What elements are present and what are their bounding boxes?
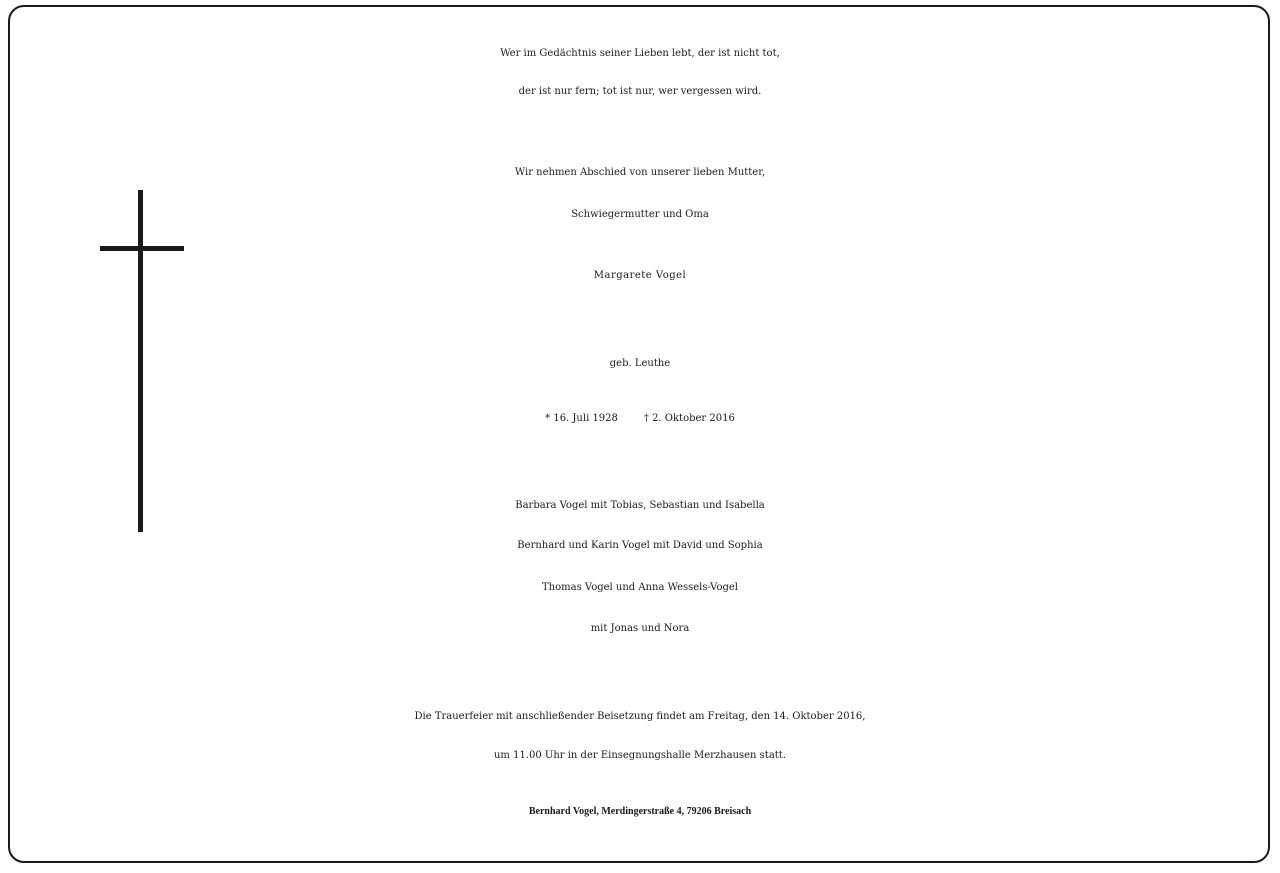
quote-line-2: der ist nur fern; tot ist nur, wer vergessen wird. — [518, 86, 762, 97]
mourner-line-2: Bernhard und Karin Vogel mit David und Sophia — [517, 540, 763, 551]
farewell-line-1: Wir nehmen Abschied von unserer lieben Mutter, — [514, 167, 766, 178]
cross-horizontal-beam — [100, 246, 184, 251]
quote-line-1: Wer im Gedächtnis seiner Lieben lebt, der ist nicht tot, — [500, 48, 780, 59]
mourner-line-4: mit Jonas und Nora — [590, 623, 690, 634]
funeral-info-line-2: um 11.00 Uhr in der Einsegnungshalle Merzhausen statt. — [493, 750, 787, 761]
maiden-name: geb. Leuthe — [609, 358, 671, 369]
obituary-card — [8, 5, 1270, 863]
contact-address: Bernhard Vogel, Merdingerstraße 4, 79206 Breisach — [528, 806, 752, 817]
mourner-line-1: Barbara Vogel mit Tobias, Sebastian und Isabella — [515, 500, 765, 511]
mourner-line-3: Thomas Vogel und Anna Wessels-Vogel — [542, 582, 738, 593]
deceased-name: Margarete Vogel — [593, 270, 687, 281]
death-date: † 2. Oktober 2016 — [643, 413, 735, 424]
life-dates — [0, 413, 1280, 424]
birth-date: * 16. Juli 1928 — [545, 413, 618, 424]
farewell-line-2: Schwiegermutter und Oma — [571, 209, 709, 220]
funeral-info-line-1: Die Trauerfeier mit anschließender Beisetzung findet am Freitag, den 14. Oktober 2016, — [414, 711, 866, 722]
